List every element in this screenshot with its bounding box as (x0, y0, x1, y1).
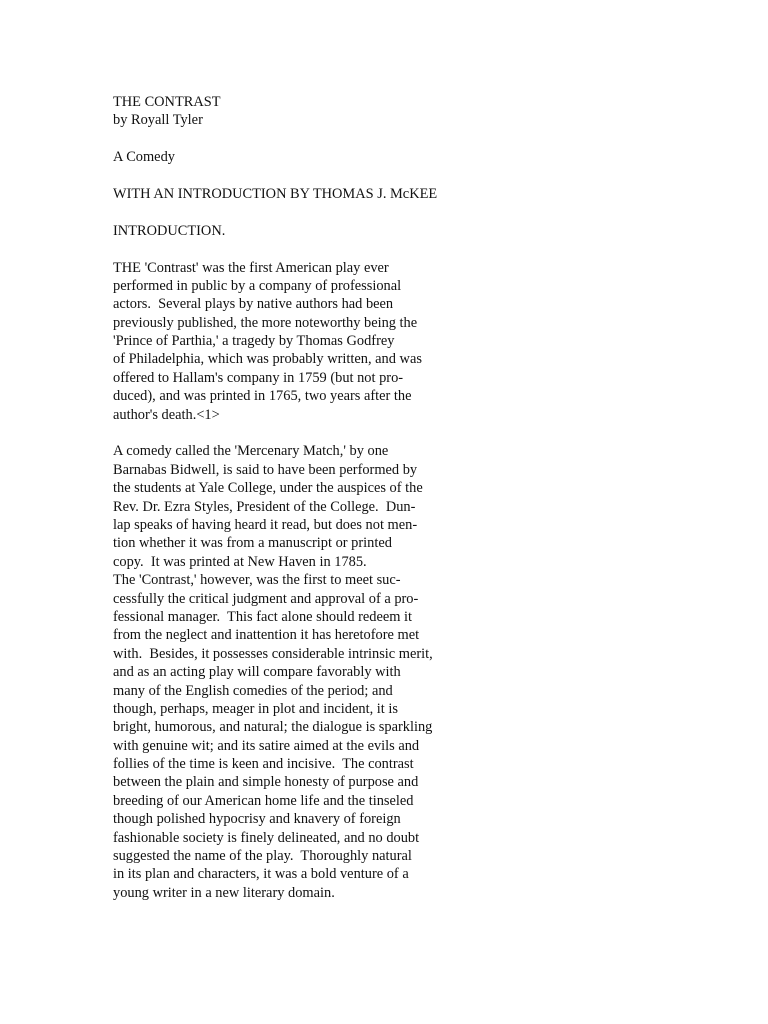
document-title: THE CONTRAST (113, 94, 221, 110)
paragraph-line: fessional manager. This fact alone should redeem it (113, 608, 413, 625)
paragraph-line: Rev. Dr. Ezra Styles, President of the College. Dun- (113, 498, 416, 515)
paragraph-line: fashionable society is finely delineated, and no doubt (113, 829, 420, 846)
introduction-credit: WITH AN INTRODUCTION BY THOMAS J. McKEE (113, 185, 438, 202)
paragraph-line: A comedy called the 'Mercenary Match,' by one (113, 443, 389, 460)
paragraph-2 (113, 442, 753, 902)
paragraph-line: THE 'Contrast' was the first American play ever (113, 259, 389, 276)
document-genre: A Comedy (113, 149, 175, 166)
document-byline: by Royall Tyler (113, 112, 203, 129)
spacer (113, 240, 753, 258)
paragraph-line: actors. Several plays by native authors had been (113, 296, 394, 313)
paragraph-line: young writer in a new literary domain. (113, 884, 335, 901)
paragraph-line: lap speaks of having heard it read, but does not men- (113, 516, 418, 533)
paragraph-1 (113, 259, 753, 425)
paragraph-line: duced), and was printed in 1765, two years after the (113, 388, 412, 405)
paragraph-line: bright, humorous, and natural; the dialogue is sparkling (113, 719, 433, 736)
paragraph-line: tion whether it was from a manuscript or printed (113, 535, 392, 552)
paragraph-line: previously published, the more noteworthy being the (113, 314, 418, 331)
paragraph-line: and as an acting play will compare favorably with (113, 664, 401, 681)
paragraph-line: author's death.<1> (113, 406, 220, 423)
paragraph-line: though, perhaps, meager in plot and incident, it is (113, 700, 398, 717)
paragraph-line: in its plan and characters, it was a bold venture of a (113, 866, 409, 883)
paragraph-line: many of the English comedies of the period; and (113, 682, 393, 699)
paragraph-line: performed in public by a company of professional (113, 277, 402, 294)
paragraph-line: cessfully the critical judgment and approval of a pro- (113, 590, 419, 607)
paragraph-line: The 'Contrast,' however, was the first to meet suc- (113, 572, 401, 589)
paragraph-line: though polished hypocrisy and knavery of foreign (113, 811, 401, 828)
spacer (113, 167, 753, 185)
paragraph-line: with genuine wit; and its satire aimed at the evils and (113, 737, 420, 754)
paragraph-line: from the neglect and inattention it has heretofore met (113, 627, 420, 644)
paragraph-line: between the plain and simple honesty of purpose and (113, 774, 419, 791)
paragraph-line: of Philadelphia, which was probably written, and was (113, 351, 422, 368)
spacer (113, 203, 753, 221)
section-heading: INTRODUCTION. (113, 222, 226, 239)
paragraph-line: suggested the name of the play. Thoroughly natural (113, 848, 412, 865)
paragraph-line: the students at Yale College, under the auspices of the (113, 480, 423, 497)
paragraph-line: follies of the time is keen and incisive. The contrast (113, 756, 414, 773)
paragraph-line: with. Besides, it possesses considerable intrinsic merit, (113, 645, 433, 662)
document-page (113, 93, 753, 902)
paragraph-line: breeding of our American home life and the tinseled (113, 792, 414, 809)
paragraph-line: copy. It was printed at New Haven in 1785. (113, 553, 367, 570)
paragraph-line: 'Prince of Parthia,' a tragedy by Thomas Godfrey (113, 333, 395, 350)
paragraph-line: Barnabas Bidwell, is said to have been performed by (113, 461, 418, 478)
paragraph-line: offered to Hallam's company in 1759 (but not pro- (113, 369, 404, 386)
spacer (113, 424, 753, 442)
spacer (113, 130, 753, 148)
